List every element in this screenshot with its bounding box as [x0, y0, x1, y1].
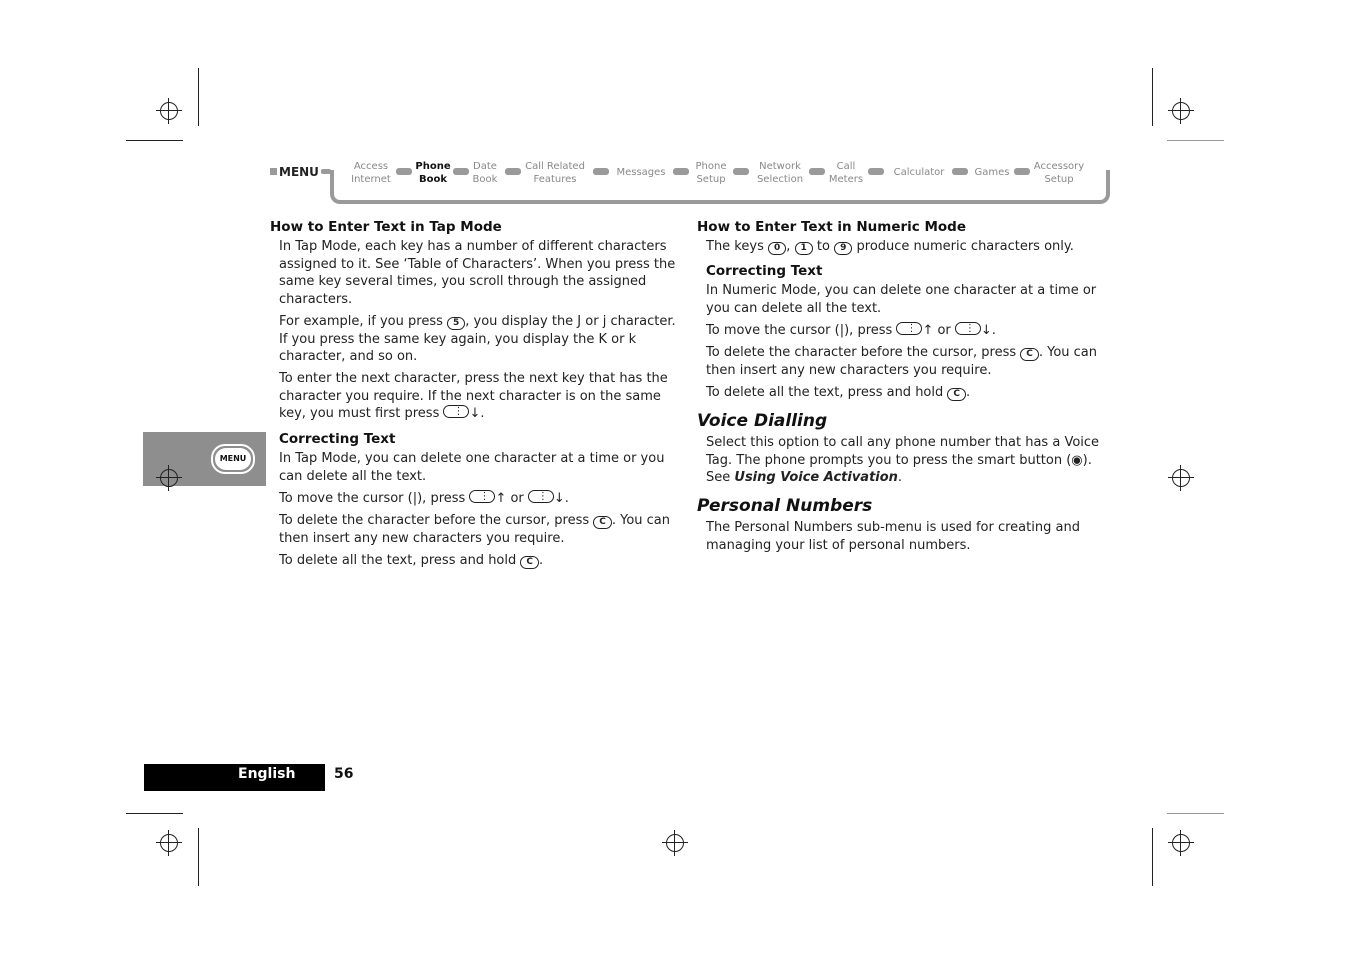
navigation-key-icon: [955, 322, 981, 335]
nav-item-call-meters: Call Meters: [828, 161, 864, 185]
menu-key-icon: MENU: [211, 444, 255, 474]
navigation-key-icon: [469, 490, 495, 503]
language-bar: [144, 764, 325, 791]
nav-item-network-selection: Network Selection: [756, 161, 804, 185]
clear-key-icon: C: [1020, 348, 1039, 361]
crop-line: [126, 813, 183, 814]
nav-separator: [673, 168, 689, 175]
menu-navigation-bar: [268, 158, 1108, 206]
clear-key-icon: C: [947, 388, 966, 401]
navigation-key-icon: [443, 405, 469, 418]
crop-line: [1167, 140, 1224, 141]
correcting-text-paragraph: In Tap Mode, you can delete one character at a time or you can delete all the text.: [279, 451, 665, 484]
key-0-icon: 0: [768, 242, 786, 255]
next-character-paragraph: To enter the next character, press the next key that has the character you require. If the next character is on the same key, you must first press ⋮↓.: [279, 370, 679, 423]
crop-line: [198, 68, 199, 126]
nav-separator: [952, 168, 968, 175]
numeric-mode-heading: How to Enter Text in Numeric Mode: [697, 219, 966, 235]
crop-line: [198, 828, 199, 886]
key-5-icon: 5: [447, 317, 465, 330]
registration-mark: [1168, 98, 1194, 124]
nav-item-date-book: Date Book: [472, 161, 498, 185]
nav-separator: [868, 168, 884, 175]
tap-mode-example-paragraph: For example, if you press 5 , you display the J or j character. If you press the same key again, you display the K or k character, and so on.: [279, 314, 676, 364]
nav-separator: [733, 168, 749, 175]
registration-mark: [1168, 465, 1194, 491]
page-number: 56: [334, 766, 354, 782]
registration-mark: [156, 98, 182, 124]
nav-item-accessory-setup: Accessory Setup: [1033, 161, 1085, 185]
delete-all-paragraph: To delete all the text, press and hold C .: [279, 553, 544, 568]
tap-mode-paragraph: In Tap Mode, each key has a number of different characters assigned to it. See ‘Table of Characters’. When you press the same key several times, you scroll through the assigned characters.: [279, 239, 676, 307]
nav-item-phone-setup: Phone Setup: [695, 161, 727, 185]
delete-all-paragraph: To delete all the text, press and hold C .: [706, 385, 971, 400]
voice-dialling-paragraph: Select this option to call any phone number that has a Voice Tag. The phone prompts you to press the smart button (◉). See Using Voice Activation.: [706, 435, 1100, 485]
crop-line: [1152, 68, 1153, 126]
nav-separator: [1014, 168, 1030, 175]
nav-item-games: Games: [974, 167, 1010, 178]
nav-separator: [453, 168, 469, 175]
registration-mark: [156, 465, 182, 491]
clear-key-icon: C: [520, 556, 539, 569]
nav-separator: [505, 168, 521, 175]
delete-character-paragraph: To delete the character before the cursor, press C . You can then insert any new characters you require.: [706, 345, 1098, 378]
nav-separator: [593, 168, 609, 175]
key-9-icon: 9: [834, 242, 852, 255]
nav-item-call-related-features: Call Related Features: [525, 161, 585, 185]
crop-line: [126, 140, 183, 141]
crop-line: [1167, 813, 1224, 814]
clear-key-icon: C: [593, 516, 612, 529]
personal-numbers-paragraph: The Personal Numbers sub-menu is used for creating and managing your list of personal numbers.: [706, 520, 1080, 553]
menu-label: MENU: [270, 165, 331, 179]
tap-mode-heading: How to Enter Text in Tap Mode: [270, 219, 502, 235]
navigation-key-icon: [896, 322, 922, 335]
numeric-keys-paragraph: The keys 0 , 1 to 9 produce numeric characters only.: [706, 239, 1074, 254]
language-label: English: [238, 766, 296, 782]
nav-item-messages: Messages: [616, 167, 666, 178]
move-cursor-paragraph: To move the cursor (|), press ⋮↑ or ⋮↓.: [279, 490, 679, 508]
voice-activation-reference: Using Voice Activation: [734, 470, 898, 485]
nav-separator: [396, 168, 412, 175]
nav-item-phone-book: Phone Book: [415, 161, 451, 185]
registration-mark: [1168, 830, 1194, 856]
correcting-text-heading: Correcting Text: [706, 263, 823, 279]
personal-numbers-heading: Personal Numbers: [697, 496, 873, 516]
voice-dialling-heading: Voice Dialling: [697, 411, 828, 431]
correcting-text-heading: Correcting Text: [279, 431, 396, 447]
registration-mark: [156, 830, 182, 856]
correcting-text-paragraph: In Numeric Mode, you can delete one character at a time or you can delete all the text.: [706, 283, 1097, 316]
move-cursor-paragraph: To move the cursor (|), press ⋮↑ or ⋮↓.: [706, 322, 1106, 340]
nav-separator: [809, 168, 825, 175]
crop-line: [1152, 828, 1153, 886]
registration-mark: [662, 830, 688, 856]
nav-item-access-internet: Access Internet: [351, 161, 391, 185]
nav-item-calculator: Calculator: [893, 167, 945, 178]
key-1-icon: 1: [795, 242, 813, 255]
navigation-key-icon: [528, 490, 554, 503]
delete-character-paragraph: To delete the character before the cursor, press C . You can then insert any new characters you require.: [279, 513, 671, 546]
